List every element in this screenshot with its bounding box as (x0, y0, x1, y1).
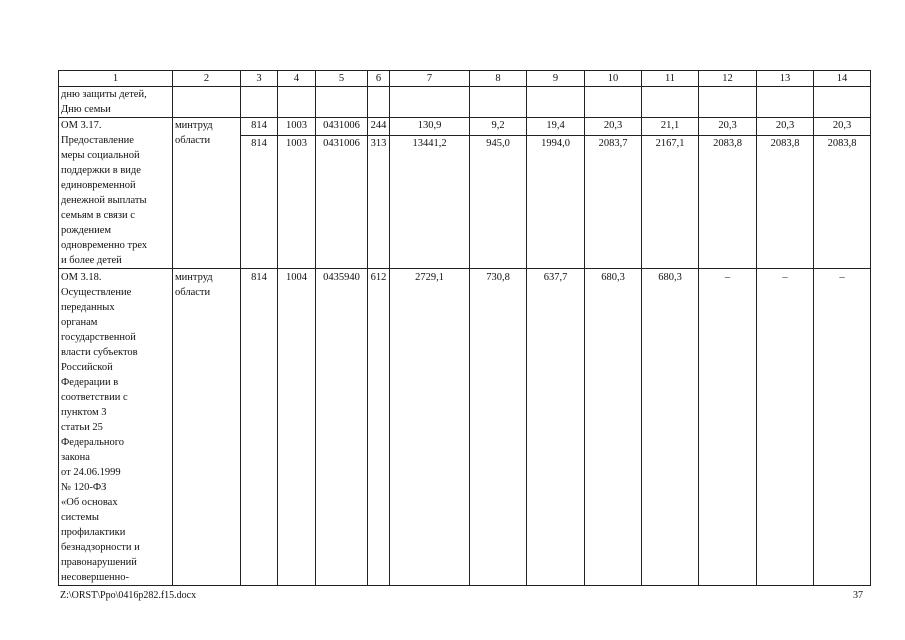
text-line: минтруд (175, 272, 213, 283)
text-line: органам (61, 317, 98, 328)
value-cell: 612 (368, 269, 390, 586)
value-cell: – (699, 269, 757, 586)
header-cell: 7 (390, 71, 470, 87)
value-cell: 2083,7 (585, 136, 642, 269)
value-cell: 9,2 (470, 118, 527, 136)
empty-cell (241, 87, 278, 118)
header-cell: 4 (278, 71, 316, 87)
empty-cell (316, 87, 368, 118)
empty-cell (585, 87, 642, 118)
activity-name-cell (59, 118, 173, 269)
value-cell: 814 (241, 136, 278, 269)
value-cell: 20,3 (757, 118, 814, 136)
value-cell: 0431006 (316, 136, 368, 269)
value-cell: 20,3 (814, 118, 871, 136)
value-cell: 1003 (278, 136, 316, 269)
text-line: Федерации в (61, 377, 119, 388)
value-cell: 20,3 (585, 118, 642, 136)
value-cell: 2167,1 (642, 136, 699, 269)
text-line: профилактики (61, 527, 126, 538)
text-line: рождением (61, 225, 112, 236)
text-line: минтруд (175, 120, 213, 131)
text-line: системы (61, 512, 99, 523)
empty-cell (642, 87, 699, 118)
table-row (59, 269, 871, 586)
empty-cell (470, 87, 527, 118)
text-line: Российской (61, 362, 113, 373)
table-row (59, 118, 871, 136)
text-line: дню защиты детей, (61, 89, 147, 100)
text-line: правонарушений (61, 557, 137, 568)
text-line: переданных (61, 302, 115, 313)
text-line: от 24.06.1999 (61, 467, 121, 478)
header-cell: 13 (757, 71, 814, 87)
text-line: Осуществление (61, 287, 132, 298)
value-cell: 1994,0 (527, 136, 585, 269)
text-line: поддержки в виде (61, 165, 141, 176)
empty-cell (173, 87, 241, 118)
value-cell: 680,3 (642, 269, 699, 586)
text-line: ОМ 3.17. (61, 120, 102, 131)
value-cell: – (814, 269, 871, 586)
text-line: Предоставление (61, 135, 134, 146)
value-cell: 21,1 (642, 118, 699, 136)
value-cell: 814 (241, 269, 278, 586)
text-line: закона (61, 452, 90, 463)
value-cell: 244 (368, 118, 390, 136)
value-cell: 0431006 (316, 118, 368, 136)
value-cell: 2083,8 (699, 136, 757, 269)
empty-cell (368, 87, 390, 118)
value-cell: – (757, 269, 814, 586)
executor-cell (173, 269, 241, 586)
text-line: единовременной (61, 180, 136, 191)
value-cell: 0435940 (316, 269, 368, 586)
text-line: одновременно трех (61, 240, 148, 251)
text-line: власти субъектов (61, 347, 138, 358)
value-cell: 2729,1 (390, 269, 470, 586)
text-line: области (175, 135, 211, 146)
value-cell: 730,8 (470, 269, 527, 586)
text-line: «Об основах (61, 497, 118, 508)
text-line: пунктом 3 (61, 407, 107, 418)
value-cell: 945,0 (470, 136, 527, 269)
header-cell: 12 (699, 71, 757, 87)
value-cell: 814 (241, 118, 278, 136)
executor-cell (173, 118, 241, 269)
header-cell: 10 (585, 71, 642, 87)
page-number: 37 (853, 590, 863, 601)
value-cell: 313 (368, 136, 390, 269)
header-cell: 11 (642, 71, 699, 87)
value-cell: 1003 (278, 118, 316, 136)
value-cell: 637,7 (527, 269, 585, 586)
header-cell: 1 (59, 71, 173, 87)
header-cell: 5 (316, 71, 368, 87)
header-cell: 9 (527, 71, 585, 87)
header-cell: 6 (368, 71, 390, 87)
header-cell: 8 (470, 71, 527, 87)
value-cell: 2083,8 (814, 136, 871, 269)
value-cell: 680,3 (585, 269, 642, 586)
text-line: Федерального (61, 437, 125, 448)
value-cell: 2083,8 (757, 136, 814, 269)
budget-table (58, 70, 871, 586)
value-cell: 130,9 (390, 118, 470, 136)
empty-cell (757, 87, 814, 118)
text-line: статьи 25 (61, 422, 103, 433)
text-line: Дню семьи (61, 104, 111, 115)
empty-cell (390, 87, 470, 118)
text-line: безнадзорности и (61, 542, 140, 553)
empty-cell (699, 87, 757, 118)
header-cell: 14 (814, 71, 871, 87)
file-path-footer: Z:\ORST\Ppo\0416p282.f15.docx (60, 590, 197, 601)
header-cell: 2 (173, 71, 241, 87)
value-cell: 13441,2 (390, 136, 470, 269)
text-line: государственной (61, 332, 136, 343)
text-line: несовершенно- (61, 572, 129, 583)
text-line: ОМ 3.18. (61, 272, 102, 283)
text-line: области (175, 287, 211, 298)
text-line: и более детей (61, 255, 122, 266)
value-cell: 20,3 (699, 118, 757, 136)
text-line: меры социальной (61, 150, 140, 161)
header-row (59, 71, 871, 87)
table-row (59, 87, 871, 118)
text-line: денежной выплаты (61, 195, 147, 206)
header-cell: 3 (241, 71, 278, 87)
empty-cell (527, 87, 585, 118)
activity-name-cell (59, 87, 173, 118)
empty-cell (814, 87, 871, 118)
value-cell: 1004 (278, 269, 316, 586)
value-cell: 19,4 (527, 118, 585, 136)
text-line: семьям в связи с (61, 210, 135, 221)
text-line: № 120-ФЗ (61, 482, 107, 493)
empty-cell (278, 87, 316, 118)
activity-name-cell (59, 269, 173, 586)
text-line: соответствии с (61, 392, 128, 403)
